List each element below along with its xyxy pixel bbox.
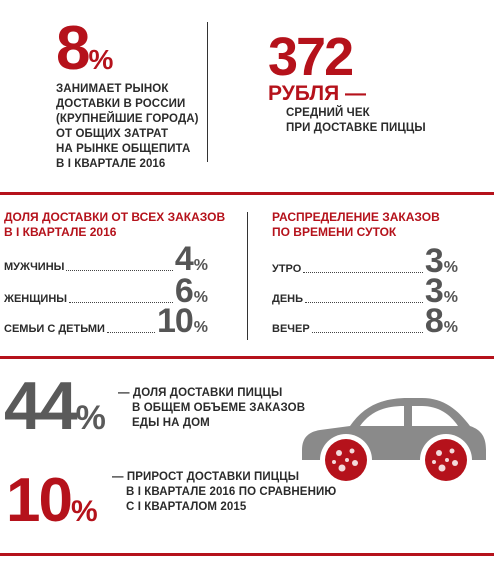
top-left-value: 8% <box>56 14 114 83</box>
share-row-unit: % <box>193 257 208 274</box>
time-row-label: ВЕЧЕР <box>272 323 310 335</box>
top-divider <box>207 22 208 162</box>
share-row-label: СЕМЬИ С ДЕТЬМИ <box>4 323 105 335</box>
time-row-evening <box>272 302 458 340</box>
time-row-value: 3 <box>424 242 443 280</box>
share-row-men <box>4 240 208 278</box>
time-heading: РАСПРЕДЕЛЕНИЕ ЗАКАЗОВ ПО ВРЕМЕНИ СУТОК <box>272 210 440 239</box>
share-row-unit: % <box>193 319 208 336</box>
time-row-label: УТРО <box>272 263 302 275</box>
dot-leader <box>305 301 423 303</box>
middle-divider <box>247 212 248 340</box>
share-row-families <box>4 302 208 340</box>
share-row-value: 10 <box>156 302 193 340</box>
pizza-wheel-icon <box>325 439 367 481</box>
rule-2 <box>0 356 494 359</box>
rule-1 <box>0 192 494 195</box>
time-row-unit: % <box>443 259 458 276</box>
stat-44-value: 44% <box>4 368 106 444</box>
dot-leader <box>66 269 172 271</box>
time-row-unit: % <box>443 289 458 306</box>
dot-leader <box>303 271 423 273</box>
dot-leader <box>312 331 423 333</box>
time-row-unit: % <box>443 319 458 336</box>
top-right-unit: РУБЛЯ — <box>268 82 367 105</box>
top-right-stat <box>268 27 478 160</box>
dot-leader <box>107 331 155 333</box>
share-row-unit: % <box>193 289 208 306</box>
pizza-wheel-icon <box>425 439 467 481</box>
top-left-caption: ЗАНИМАЕТ РЫНОК ДОСТАВКИ В РОССИИ (КРУПНЕЙШИЕ ГОРОДА) ОТ ОБЩИХ ЗАТРАТ НА РЫНКЕ ОБЩЕПИТА В I КВАРТАЛЕ 2016 <box>56 83 199 170</box>
stat-10-caption: — ПРИРОСТ ДОСТАВКИ ПИЦЦЫ В I КВАРТАЛЕ 2016 ПО СРАВНЕНИЮ С I КВАРТАЛОМ 2015 <box>112 471 337 513</box>
top-left-stat <box>48 14 218 188</box>
share-row-label: МУЖЧИНЫ <box>4 261 65 273</box>
time-row-value: 3 <box>424 272 443 310</box>
share-row-label: ЖЕНЩИНЫ <box>4 293 68 305</box>
time-row-label: ДЕНЬ <box>272 293 304 305</box>
rule-3 <box>0 553 494 556</box>
share-row-value: 6 <box>174 272 193 310</box>
time-row-value: 8 <box>424 302 443 340</box>
stat-10-value: 10% <box>6 466 98 535</box>
top-right-value: 372 <box>268 27 353 87</box>
stat-44-caption: — ДОЛЯ ДОСТАВКИ ПИЦЦЫ В ОБЩЕМ ОБЪЕМЕ ЗАКАЗОВ ЕДЫ НА ДОМ <box>118 387 306 429</box>
share-heading: ДОЛЯ ДОСТАВКИ ОТ ВСЕХ ЗАКАЗОВ В I КВАРТАЛЕ 2016 <box>4 210 226 239</box>
top-right-caption: СРЕДНИЙ ЧЕК ПРИ ДОСТАВКЕ ПИЦЦЫ <box>286 107 426 134</box>
car-icon <box>298 380 488 488</box>
share-row-value: 4 <box>174 240 193 278</box>
